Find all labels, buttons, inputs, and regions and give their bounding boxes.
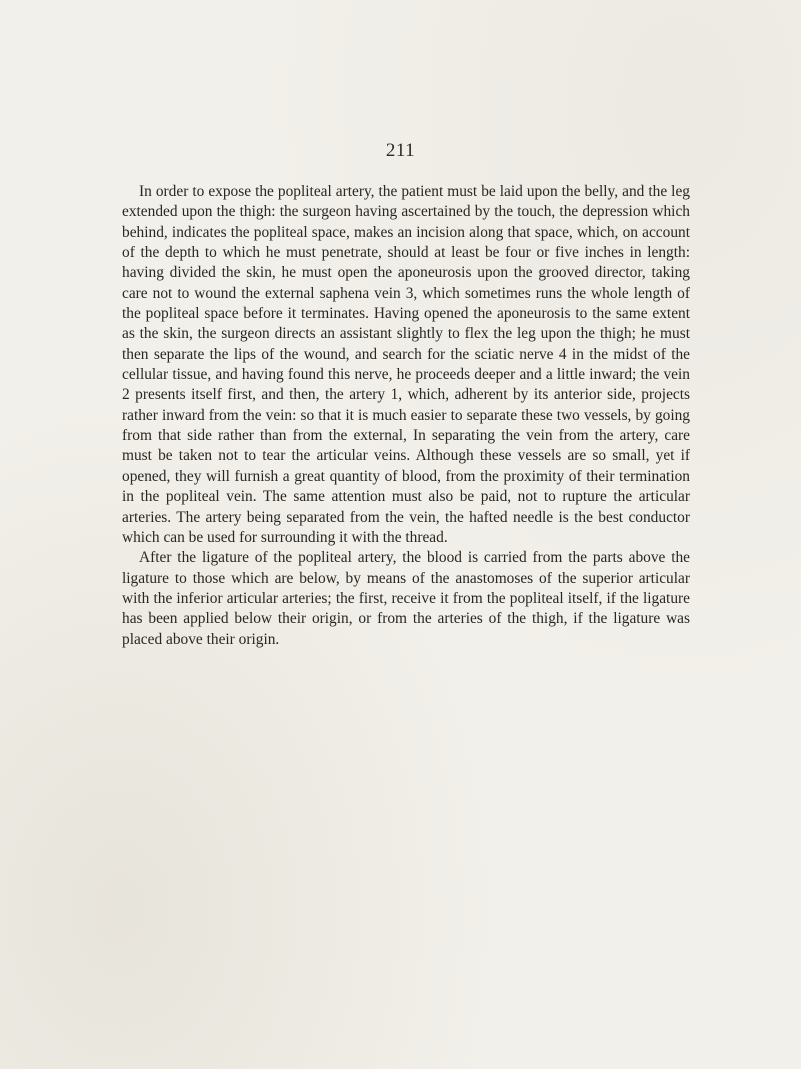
body-text [122, 182, 690, 650]
paragraph-ligature-circulation: After the ligature of the popliteal artery, the blood is carried from the parts above the ligature to those which are below, by means of the anastomoses of the superior articular with the inferior articular arteries; the first, receive it from the popliteal itself, if the ligature has been applied below their origin, or from the arteries of the thigh, if the ligature was placed above their origin. [122, 549, 690, 648]
paragraph-popliteal-exposure: In order to expose the popliteal artery, the patient must be laid upon the belly, and the leg extended upon the thigh: the surgeon having ascertained by the touch, the depression which behind, indicates the popliteal space, makes an incision along that space, which, on account of the depth to which he must penetrate, should at least be four or five inches in length: having divided the skin, he must open the aponeurosis upon the grooved director, taking care not to wound the external saphena vein 3, which sometimes runs the whole length of the popliteal space before it terminates. Having opened the aponeurosis to the same extent as the skin, the surgeon directs an assistant slightly to flex the leg upon the thigh; he must then separate the lips of the wound, and search for the sciatic nerve 4 in the midst of the cellular tissue, and having found this nerve, he proceeds deeper and a little inward; the vein 2 presents itself first, and then, the artery 1, which, adherent by its anterior side, projects rather inward from the vein: so that it is much easier to separate these two vessels, by going from that side rather than from the external, In separating the vein from the artery, care must be taken not to tear the articular veins. Although these vessels are so small, yet if opened, they will furnish a great quantity of blood, from the proximity of their termination in the popliteal vein. The same attention must also be paid, not to rupture the articular arteries. The artery being separated from the vein, the hafted needle is the best conductor which can be used for surrounding it with the thread. [122, 183, 690, 546]
page-number: 211 [385, 140, 416, 161]
